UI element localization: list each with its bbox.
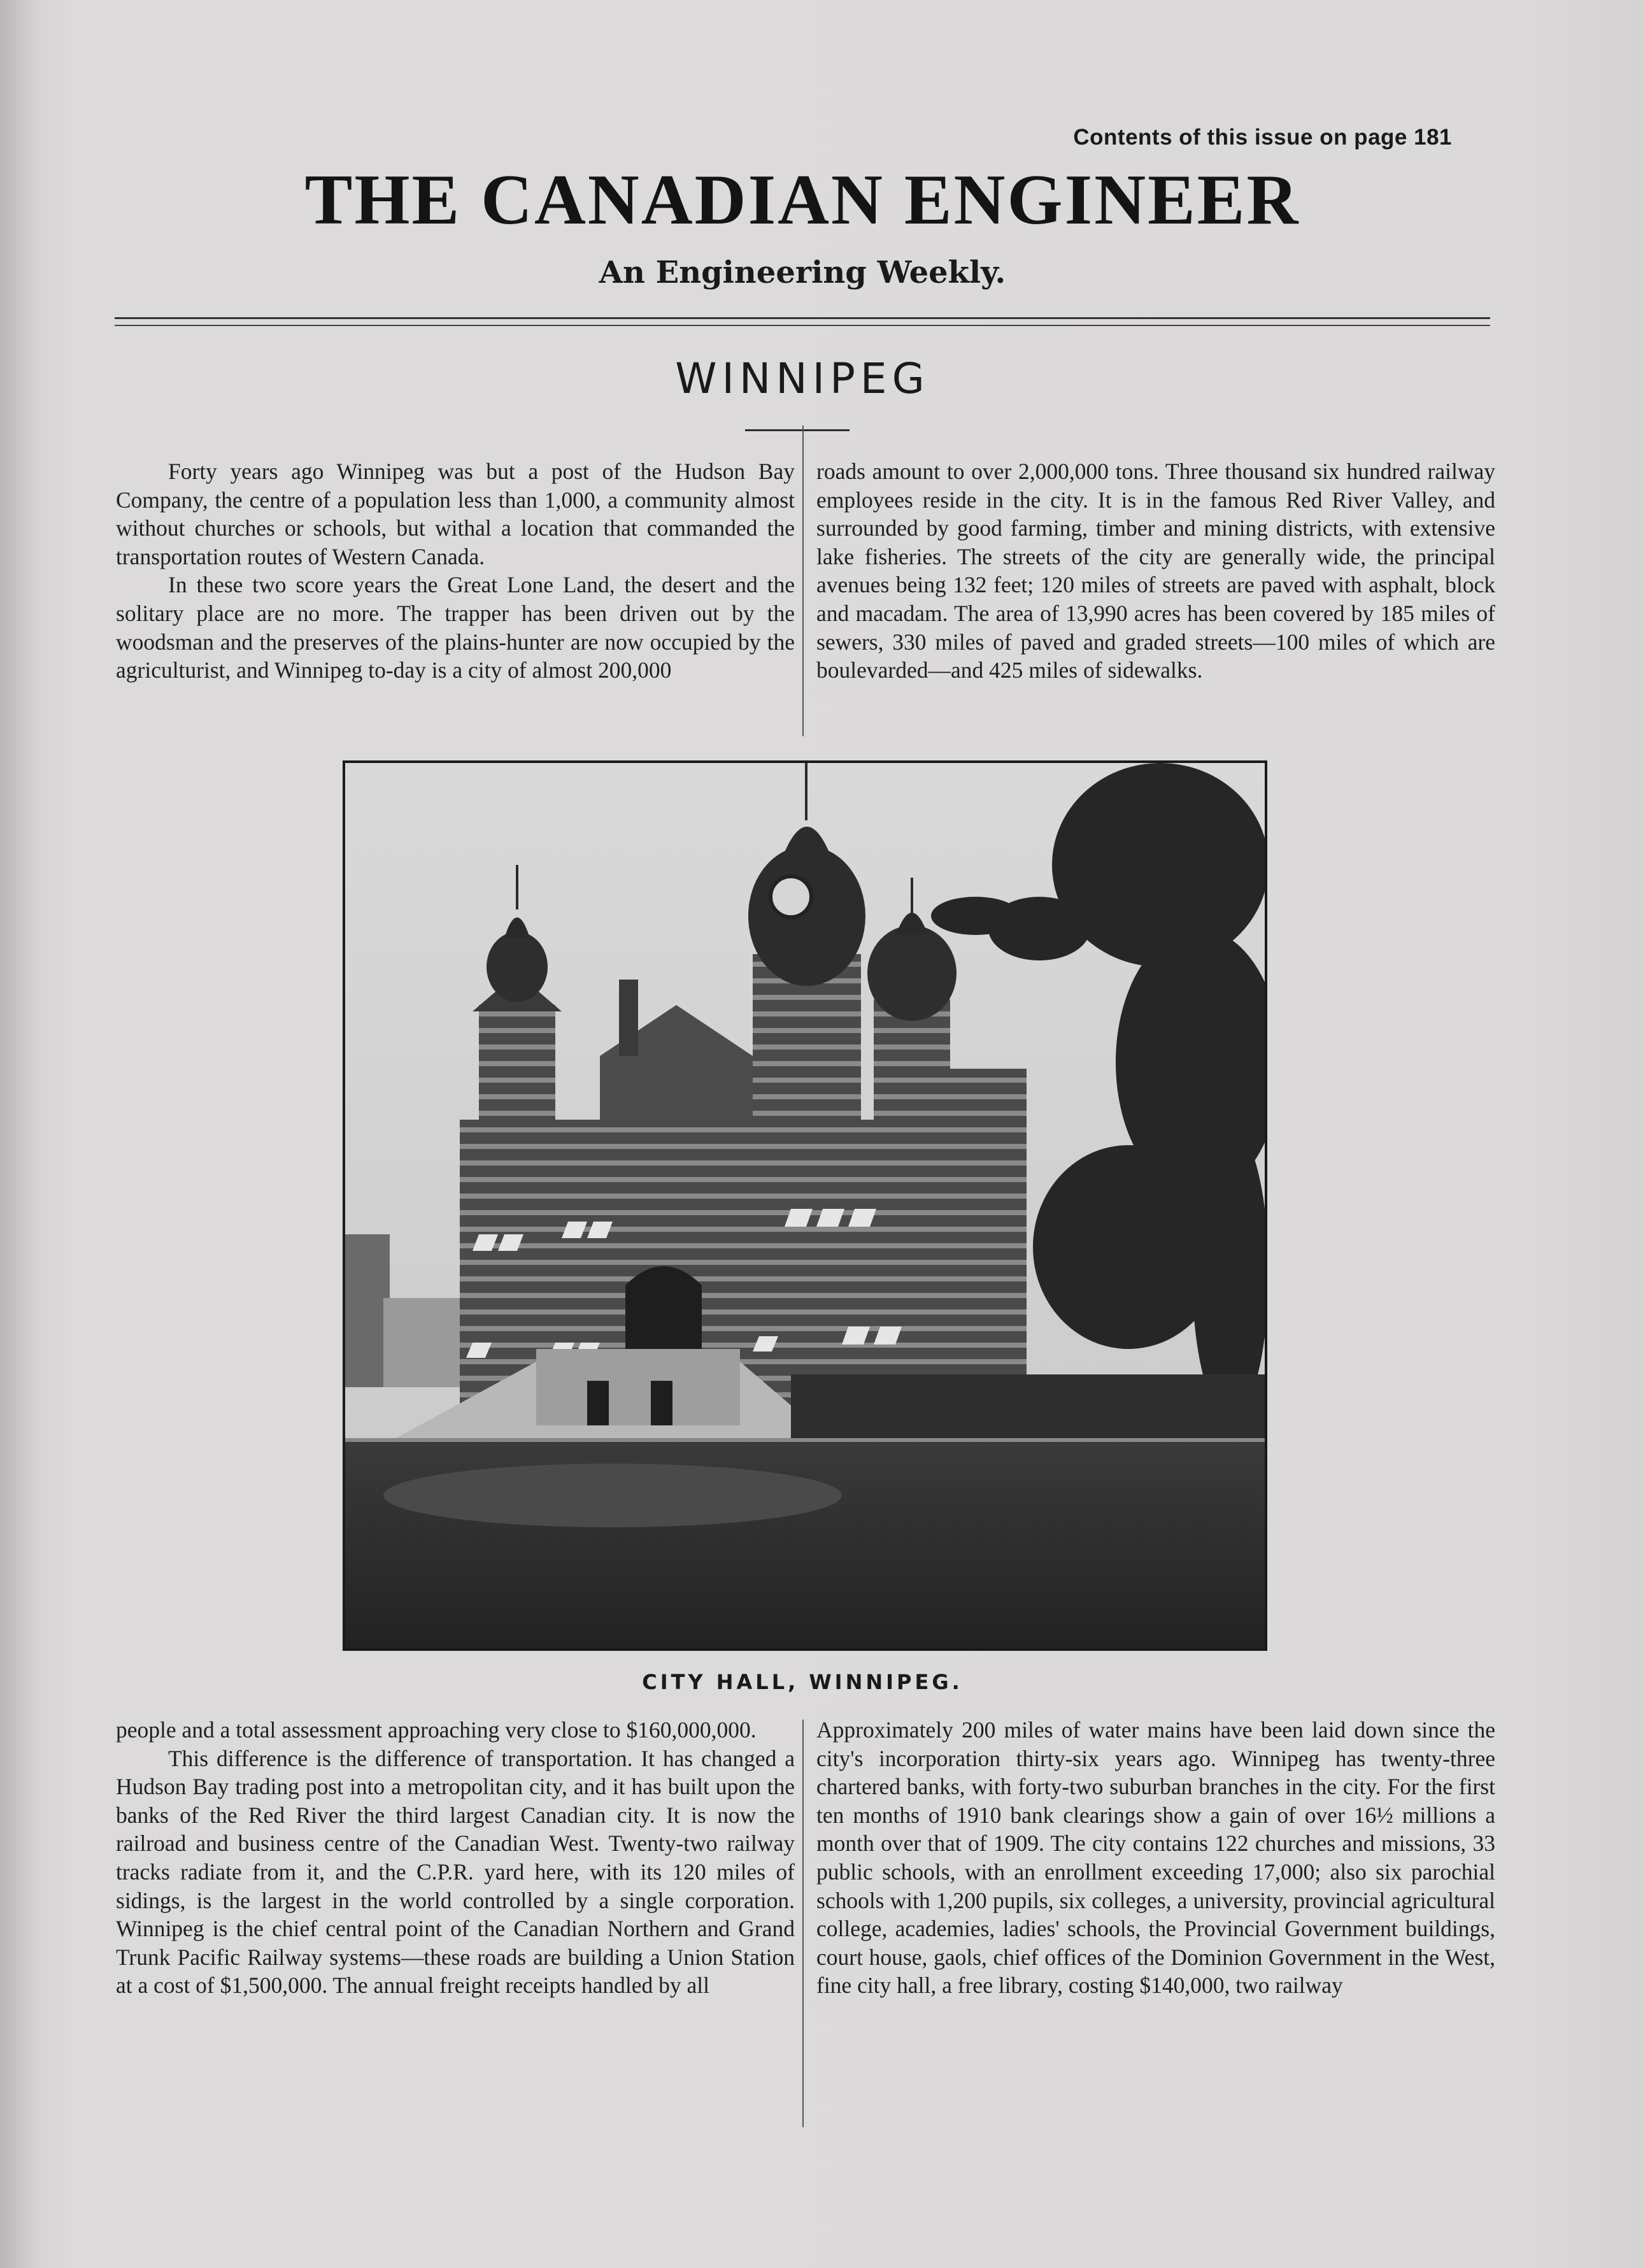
article-column-3 <box>116 1716 795 2000</box>
paragraph: people and a total assessment approaching very close to $160,000,000. <box>116 1717 757 1743</box>
column-divider <box>802 1720 804 2127</box>
city-hall-photo <box>343 760 1267 1651</box>
paragraph: Forty years ago Winnipeg was but a post of the Hudson Bay Company, the centre of a population less than 1,000, a community almost without churches or schools, but withal a location that commanded the transportation routes of Western Canada. <box>116 459 795 569</box>
masthead-title: THE CANADIAN ENGINEER <box>304 160 1300 239</box>
binding-shadow <box>0 0 42 2268</box>
masthead-rule-bottom <box>115 325 1490 326</box>
photo-caption: CITY HALL, WINNIPEG. <box>642 1670 963 1694</box>
paragraph: This difference is the difference of transportation. It has changed a Hudson Bay trading post into a metropolitan city, and it has built upon the banks of the Red River the third largest Canadian city. It is now the railroad and business centre of the Canadian West. Twenty-two railway tracks radiate from it, and the C.P.R. yard here, with its 120 miles of sidings, is the largest in the world controlled by a single corporation. Winnipeg is the chief central point of the Canadian Northern and Grand Trunk Pacific Railway systems—these roads are building a Union Station at a cost of $1,500,000. The annual freight receipts handled by all <box>116 1745 795 1999</box>
paragraph: In these two score years the Great Lone Land, the desert and the solitary place are no more. The trapper has been driven out by the woodsman and the preserves of the plains-hunter are now occupied by the agriculturist, and Winnipeg to-day is a city of almost 200,000 <box>116 572 795 683</box>
paragraph: roads amount to over 2,000,000 tons. Three thousand six hundred railway employees reside in the city. It is in the famous Red River Valley, and surrounded by good farming, timber and mining districts, with extensive lake fisheries. The streets of the city are generally wide, the principal avenues being 132 feet; 120 miles of streets are paved with asphalt, block and macadam. The area of 13,990 acres has been covered by 185 miles of sewers, 330 miles of paved and graded streets—100 miles of which are boulevarded—and 425 miles of sidewalks. <box>816 459 1495 683</box>
article-column-1 <box>116 457 795 685</box>
column-divider <box>802 425 804 736</box>
masthead-subtitle: An Engineering Weekly. <box>599 255 1006 290</box>
contents-note: Contents of this issue on page 181 <box>1073 125 1452 150</box>
paragraph: Approximately 200 miles of water mains have been laid down since the city's incorporation thirty-six years ago. Winnipeg has twenty-three chartered banks, with forty-two suburban branches in the city. For the first ten months of 1910 bank clearings show a gain of over 16½ millions a month over that of 1909. The city contains 122 churches and missions, 33 public schools, with an enrollment exceeding 17,000; also six parochial schools with 1,200 pupils, six colleges, a university, provincial agricultural college, academies, ladies' schools, the Provincial Government buildings, court house, gaols, chief offices of the Dominion Government in the West, fine city hall, a free library, costing $140,000, two railway <box>816 1717 1495 1999</box>
masthead-rule-top <box>115 317 1490 319</box>
article-column-2 <box>816 457 1495 685</box>
title-underline <box>745 429 850 431</box>
article-column-4 <box>816 1716 1495 2000</box>
article-title: WINNIPEG <box>675 354 930 403</box>
